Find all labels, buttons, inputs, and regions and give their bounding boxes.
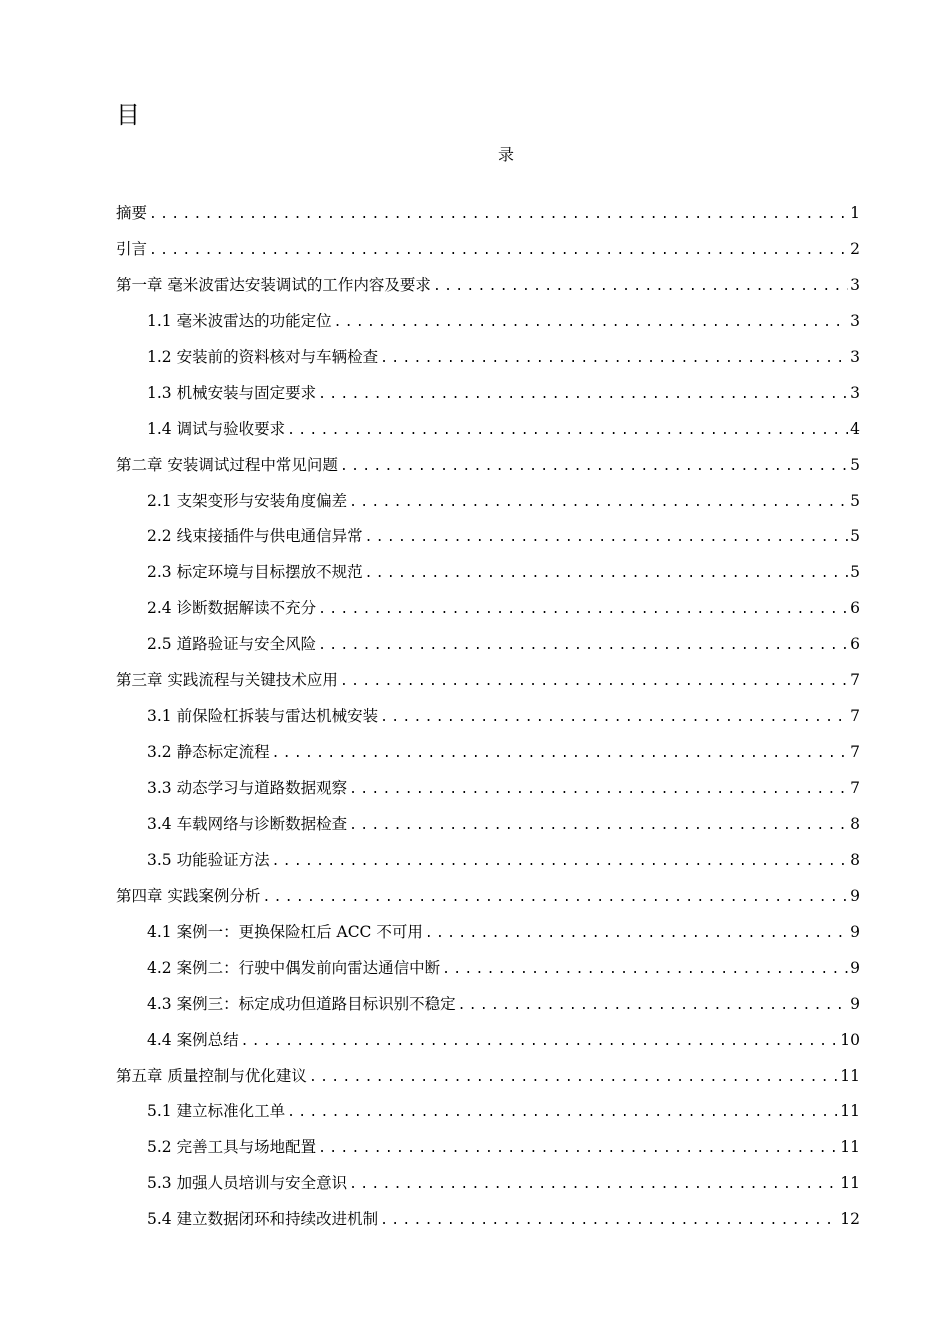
toc-dot-leader — [340, 452, 848, 482]
toc-dot-leader — [334, 308, 849, 338]
toc-page-number: 11 — [840, 1174, 860, 1193]
toc-dot-leader — [380, 703, 848, 733]
toc-entry-title: 第三章 实践流程与关键技术应用 — [116, 671, 338, 690]
toc-page-number: 8 — [850, 850, 860, 869]
toc-section-entry[interactable] — [116, 809, 860, 845]
toc-entry-title: 3.4 车载网络与诊断数据检查 — [147, 814, 348, 833]
toc-section-entry[interactable] — [116, 701, 860, 737]
toc-entry-title: 3.5 功能验证方法 — [147, 850, 270, 869]
toc-page-number: 1 — [850, 204, 860, 222]
toc-entry-title: 3.1 前保险杠拆装与雷达机械安装 — [147, 707, 379, 726]
toc-dot-leader — [318, 380, 848, 410]
toc-section-entry[interactable] — [116, 953, 860, 989]
toc-dot-leader — [425, 919, 848, 949]
toc-chapter-entry[interactable] — [116, 450, 860, 486]
toc-entry-title: 引言 — [116, 239, 148, 258]
toc-page-number: 10 — [840, 1030, 860, 1049]
toc-entry-title: 第一章 毫米波雷达安装调试的工作内容及要求 — [116, 275, 431, 294]
toc-dot-leader — [380, 344, 848, 374]
toc-title-part1: 目 — [116, 101, 140, 129]
toc-entry-title: 1.2 安装前的资料核对与车辆检查 — [147, 347, 379, 366]
toc-page-number: 9 — [850, 922, 860, 941]
toc-entry-title: 4.4 案例总结 — [147, 1030, 239, 1049]
toc-entry-title: 2.2 线束接插件与供电通信异常 — [147, 527, 363, 546]
toc-section-entry[interactable] — [116, 1096, 860, 1132]
toc-entry-title: 1.1 毫米波雷达的功能定位 — [147, 311, 332, 330]
toc-chapter-entry[interactable] — [116, 1061, 860, 1097]
toc-page-number: 9 — [850, 958, 860, 977]
toc-dot-leader — [287, 1098, 838, 1128]
toc-dot-leader — [272, 847, 849, 877]
toc-page-number: 5 — [850, 527, 860, 546]
toc-entry-title: 5.1 建立标准化工单 — [147, 1102, 286, 1121]
toc-page-number: 3 — [850, 311, 860, 330]
toc-section-entry[interactable] — [116, 917, 860, 953]
toc-page-number: 7 — [850, 779, 860, 797]
toc-page-number: 11 — [840, 1066, 860, 1085]
toc-dot-leader — [349, 488, 848, 518]
toc-page-number: 2 — [850, 239, 860, 258]
toc-entry-title: 3.2 静态标定流程 — [147, 743, 270, 762]
toc-page-number: 9 — [850, 994, 860, 1013]
toc-section-entry[interactable] — [116, 342, 860, 378]
toc-dot-leader — [349, 811, 848, 841]
toc-section-entry[interactable] — [116, 1025, 860, 1061]
toc-page-number: 8 — [850, 814, 860, 833]
toc-entry-title: 第四章 实践案例分析 — [116, 886, 261, 905]
toc-dot-leader — [458, 991, 849, 1021]
toc-entry-title: 2.5 道路验证与安全风险 — [147, 635, 317, 654]
toc-section-entry[interactable] — [116, 629, 860, 665]
toc-dot-leader — [262, 883, 848, 913]
toc-entry-title: 2.4 诊断数据解读不充分 — [147, 599, 317, 618]
toc-entry-title: 3.3 动态学习与道路数据观察 — [147, 779, 348, 797]
toc-dot-leader — [349, 775, 848, 805]
toc-entry-title: 5.2 完善工具与场地配置 — [147, 1138, 317, 1157]
toc-page-number: 5 — [850, 455, 860, 474]
toc-chapter-entry[interactable] — [116, 665, 860, 701]
toc-entry-title: 5.4 建立数据闭环和持续改进机制 — [147, 1210, 379, 1229]
toc-entry-title: 2.1 支架变形与安装角度偏差 — [147, 491, 348, 510]
toc-section-entry[interactable] — [116, 773, 860, 809]
toc-entry-title: 第五章 质量控制与优化建议 — [116, 1066, 307, 1085]
toc-page-number: 4 — [850, 419, 860, 438]
toc-page-number: 11 — [840, 1102, 860, 1121]
toc-entry-title: 摘要 — [116, 204, 148, 222]
toc-section-entry[interactable] — [116, 1132, 860, 1168]
toc-dot-leader — [149, 200, 848, 230]
toc-title-part2: 录 — [497, 145, 514, 164]
table-of-contents — [116, 198, 860, 1240]
toc-section-entry[interactable] — [116, 306, 860, 342]
toc-entry-title: 2.3 标定环境与目标摆放不规范 — [147, 563, 363, 582]
toc-dot-leader — [309, 1063, 838, 1093]
toc-entry-title: 1.4 调试与验收要求 — [147, 419, 286, 438]
toc-section-entry[interactable] — [116, 1168, 860, 1204]
toc-dot-leader — [365, 559, 849, 589]
toc-section-entry[interactable] — [116, 845, 860, 881]
toc-page-number: 3 — [850, 383, 860, 402]
toc-entry-title: 1.3 机械安装与固定要求 — [147, 383, 317, 402]
toc-entry-title: 4.2 案例二：行驶中偶发前向雷达通信中断 — [147, 958, 441, 977]
toc-page-number: 5 — [850, 563, 860, 582]
toc-section-entry[interactable] — [116, 737, 860, 773]
toc-page-number: 7 — [850, 707, 860, 726]
toc-dot-leader — [149, 236, 848, 266]
toc-dot-leader — [272, 739, 849, 769]
toc-page-number: 3 — [850, 347, 860, 366]
toc-page-number: 11 — [840, 1138, 860, 1157]
toc-page-number: 6 — [850, 599, 860, 618]
toc-dot-leader — [442, 955, 848, 985]
toc-page-number: 7 — [850, 671, 860, 690]
toc-dot-leader — [241, 1027, 839, 1057]
toc-chapter-entry[interactable] — [116, 234, 860, 270]
toc-chapter-entry[interactable] — [116, 198, 860, 234]
toc-dot-leader — [318, 631, 848, 661]
toc-chapter-entry[interactable] — [116, 881, 860, 917]
toc-page-number: 5 — [850, 491, 860, 510]
toc-dot-leader — [349, 1170, 838, 1200]
toc-dot-leader — [340, 667, 848, 697]
toc-page-number: 9 — [850, 886, 860, 905]
toc-dot-leader — [433, 272, 848, 302]
toc-dot-leader — [365, 523, 849, 553]
toc-page-number: 3 — [850, 275, 860, 294]
toc-page-number: 7 — [850, 743, 860, 762]
toc-section-entry[interactable] — [116, 1204, 860, 1240]
toc-chapter-entry[interactable] — [116, 270, 860, 306]
toc-section-entry[interactable] — [116, 593, 860, 629]
toc-section-entry[interactable] — [116, 989, 860, 1025]
toc-entry-title: 5.3 加强人员培训与安全意识 — [147, 1174, 348, 1193]
toc-page-number: 6 — [850, 635, 860, 654]
toc-dot-leader — [287, 416, 848, 446]
toc-entry-title: 4.1 案例一：更换保险杠后 ACC 不可用 — [147, 922, 423, 941]
toc-entry-title: 第二章 安装调试过程中常见问题 — [116, 455, 338, 474]
toc-page-number: 12 — [840, 1210, 860, 1229]
toc-section-entry[interactable] — [116, 378, 860, 414]
toc-dot-leader — [318, 1134, 838, 1164]
toc-entry-title: 4.3 案例三：标定成功但道路目标识别不稳定 — [147, 994, 456, 1013]
toc-dot-leader — [318, 595, 848, 625]
toc-section-entry[interactable] — [116, 486, 860, 522]
toc-section-entry[interactable] — [116, 521, 860, 557]
toc-section-entry[interactable] — [116, 557, 860, 593]
toc-dot-leader — [380, 1206, 838, 1236]
toc-section-entry[interactable] — [116, 414, 860, 450]
